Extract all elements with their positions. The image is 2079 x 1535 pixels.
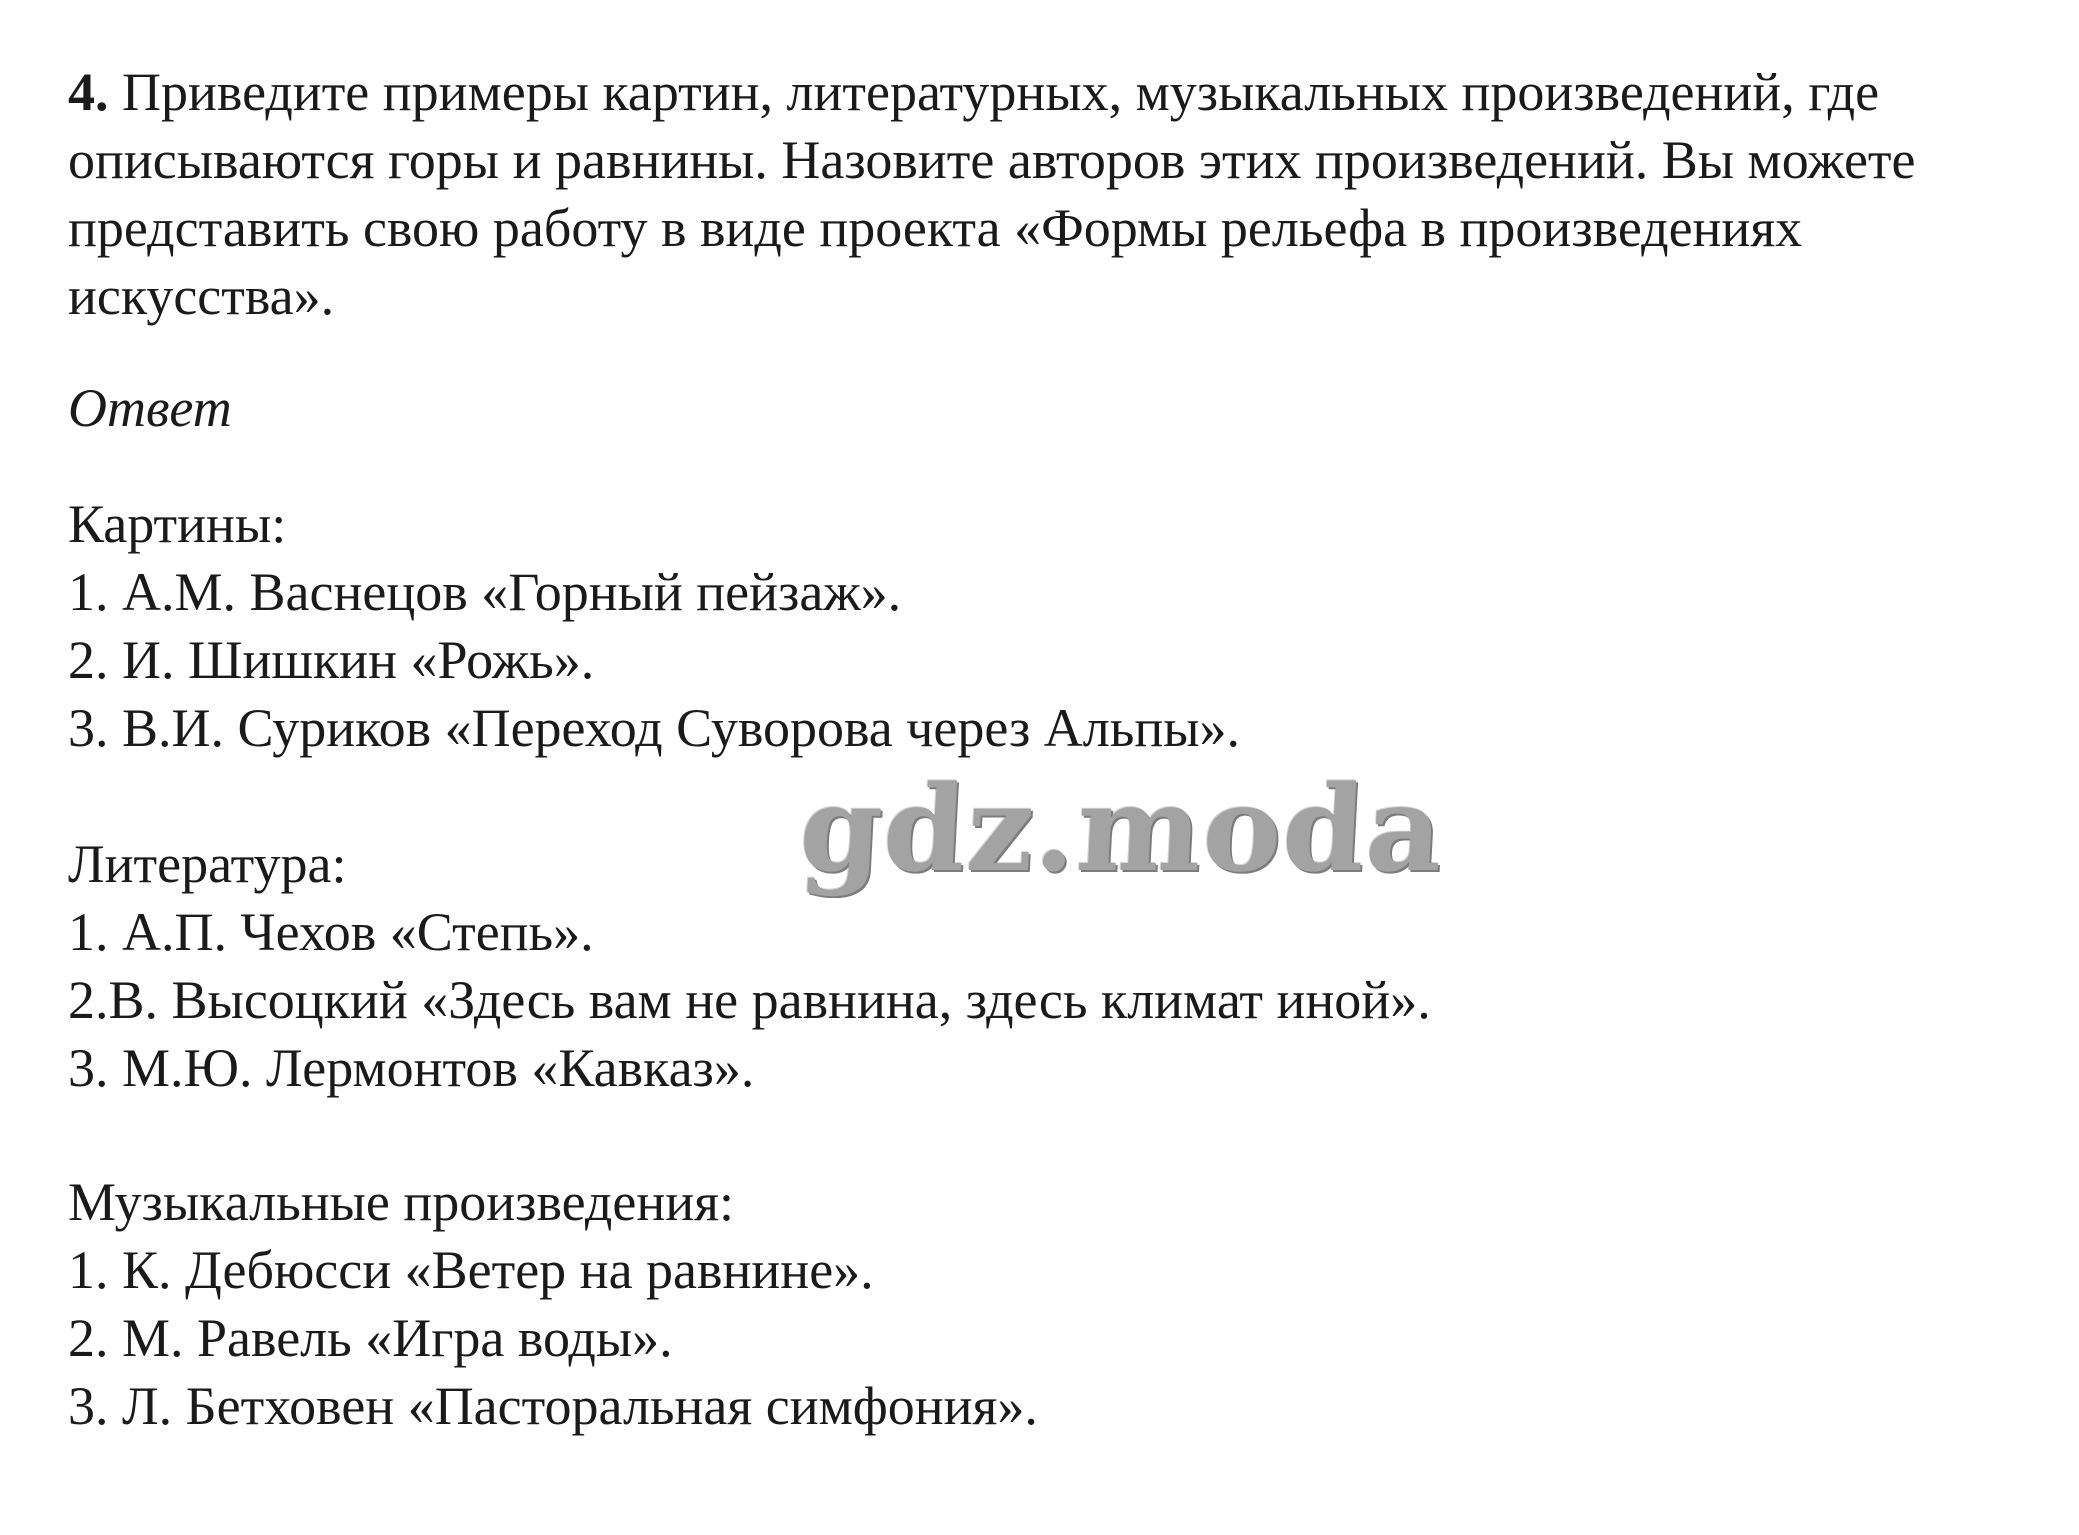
watermark: gdz.moda xyxy=(796,759,1448,898)
paintings-heading: Картины: xyxy=(68,494,287,554)
list-item: 3. М.Ю. Лермонтов «Кавказ». xyxy=(68,1038,755,1098)
paintings-section xyxy=(68,490,1240,762)
literature-heading: Литература: xyxy=(68,834,347,894)
answer-heading: Ответ xyxy=(68,378,232,438)
question-number: 4. xyxy=(68,62,109,122)
music-heading: Музыкальные произведения: xyxy=(68,1172,735,1232)
music-section xyxy=(68,1168,1038,1440)
list-item: 1. А.М. Васнецов «Горный пейзаж». xyxy=(68,562,902,622)
question-paragraph xyxy=(68,58,2028,330)
question-text: Приведите примеры картин, литературных, музыкальных произведений, где описываются горы и равнины. Назовите авторов этих произведений. Вы можете представить свою работу в виде проекта «Формы рельефа в произведениях искусства». xyxy=(68,62,1916,326)
list-item: 2. И. Шишкин «Рожь». xyxy=(68,630,595,690)
list-item: 3. Л. Бетховен «Пасторальная симфония». xyxy=(68,1376,1038,1436)
list-item: 3. В.И. Суриков «Переход Суворова через Альпы». xyxy=(68,698,1241,758)
list-item: 1. К. Дебюсси «Ветер на равнине». xyxy=(68,1240,874,1300)
list-item: 2.В. Высоцкий «Здесь вам не равнина, здесь климат иной». xyxy=(68,970,1431,1030)
list-item: 1. А.П. Чехов «Степь». xyxy=(68,902,594,962)
list-item: 2. М. Равель «Игра воды». xyxy=(68,1308,673,1368)
